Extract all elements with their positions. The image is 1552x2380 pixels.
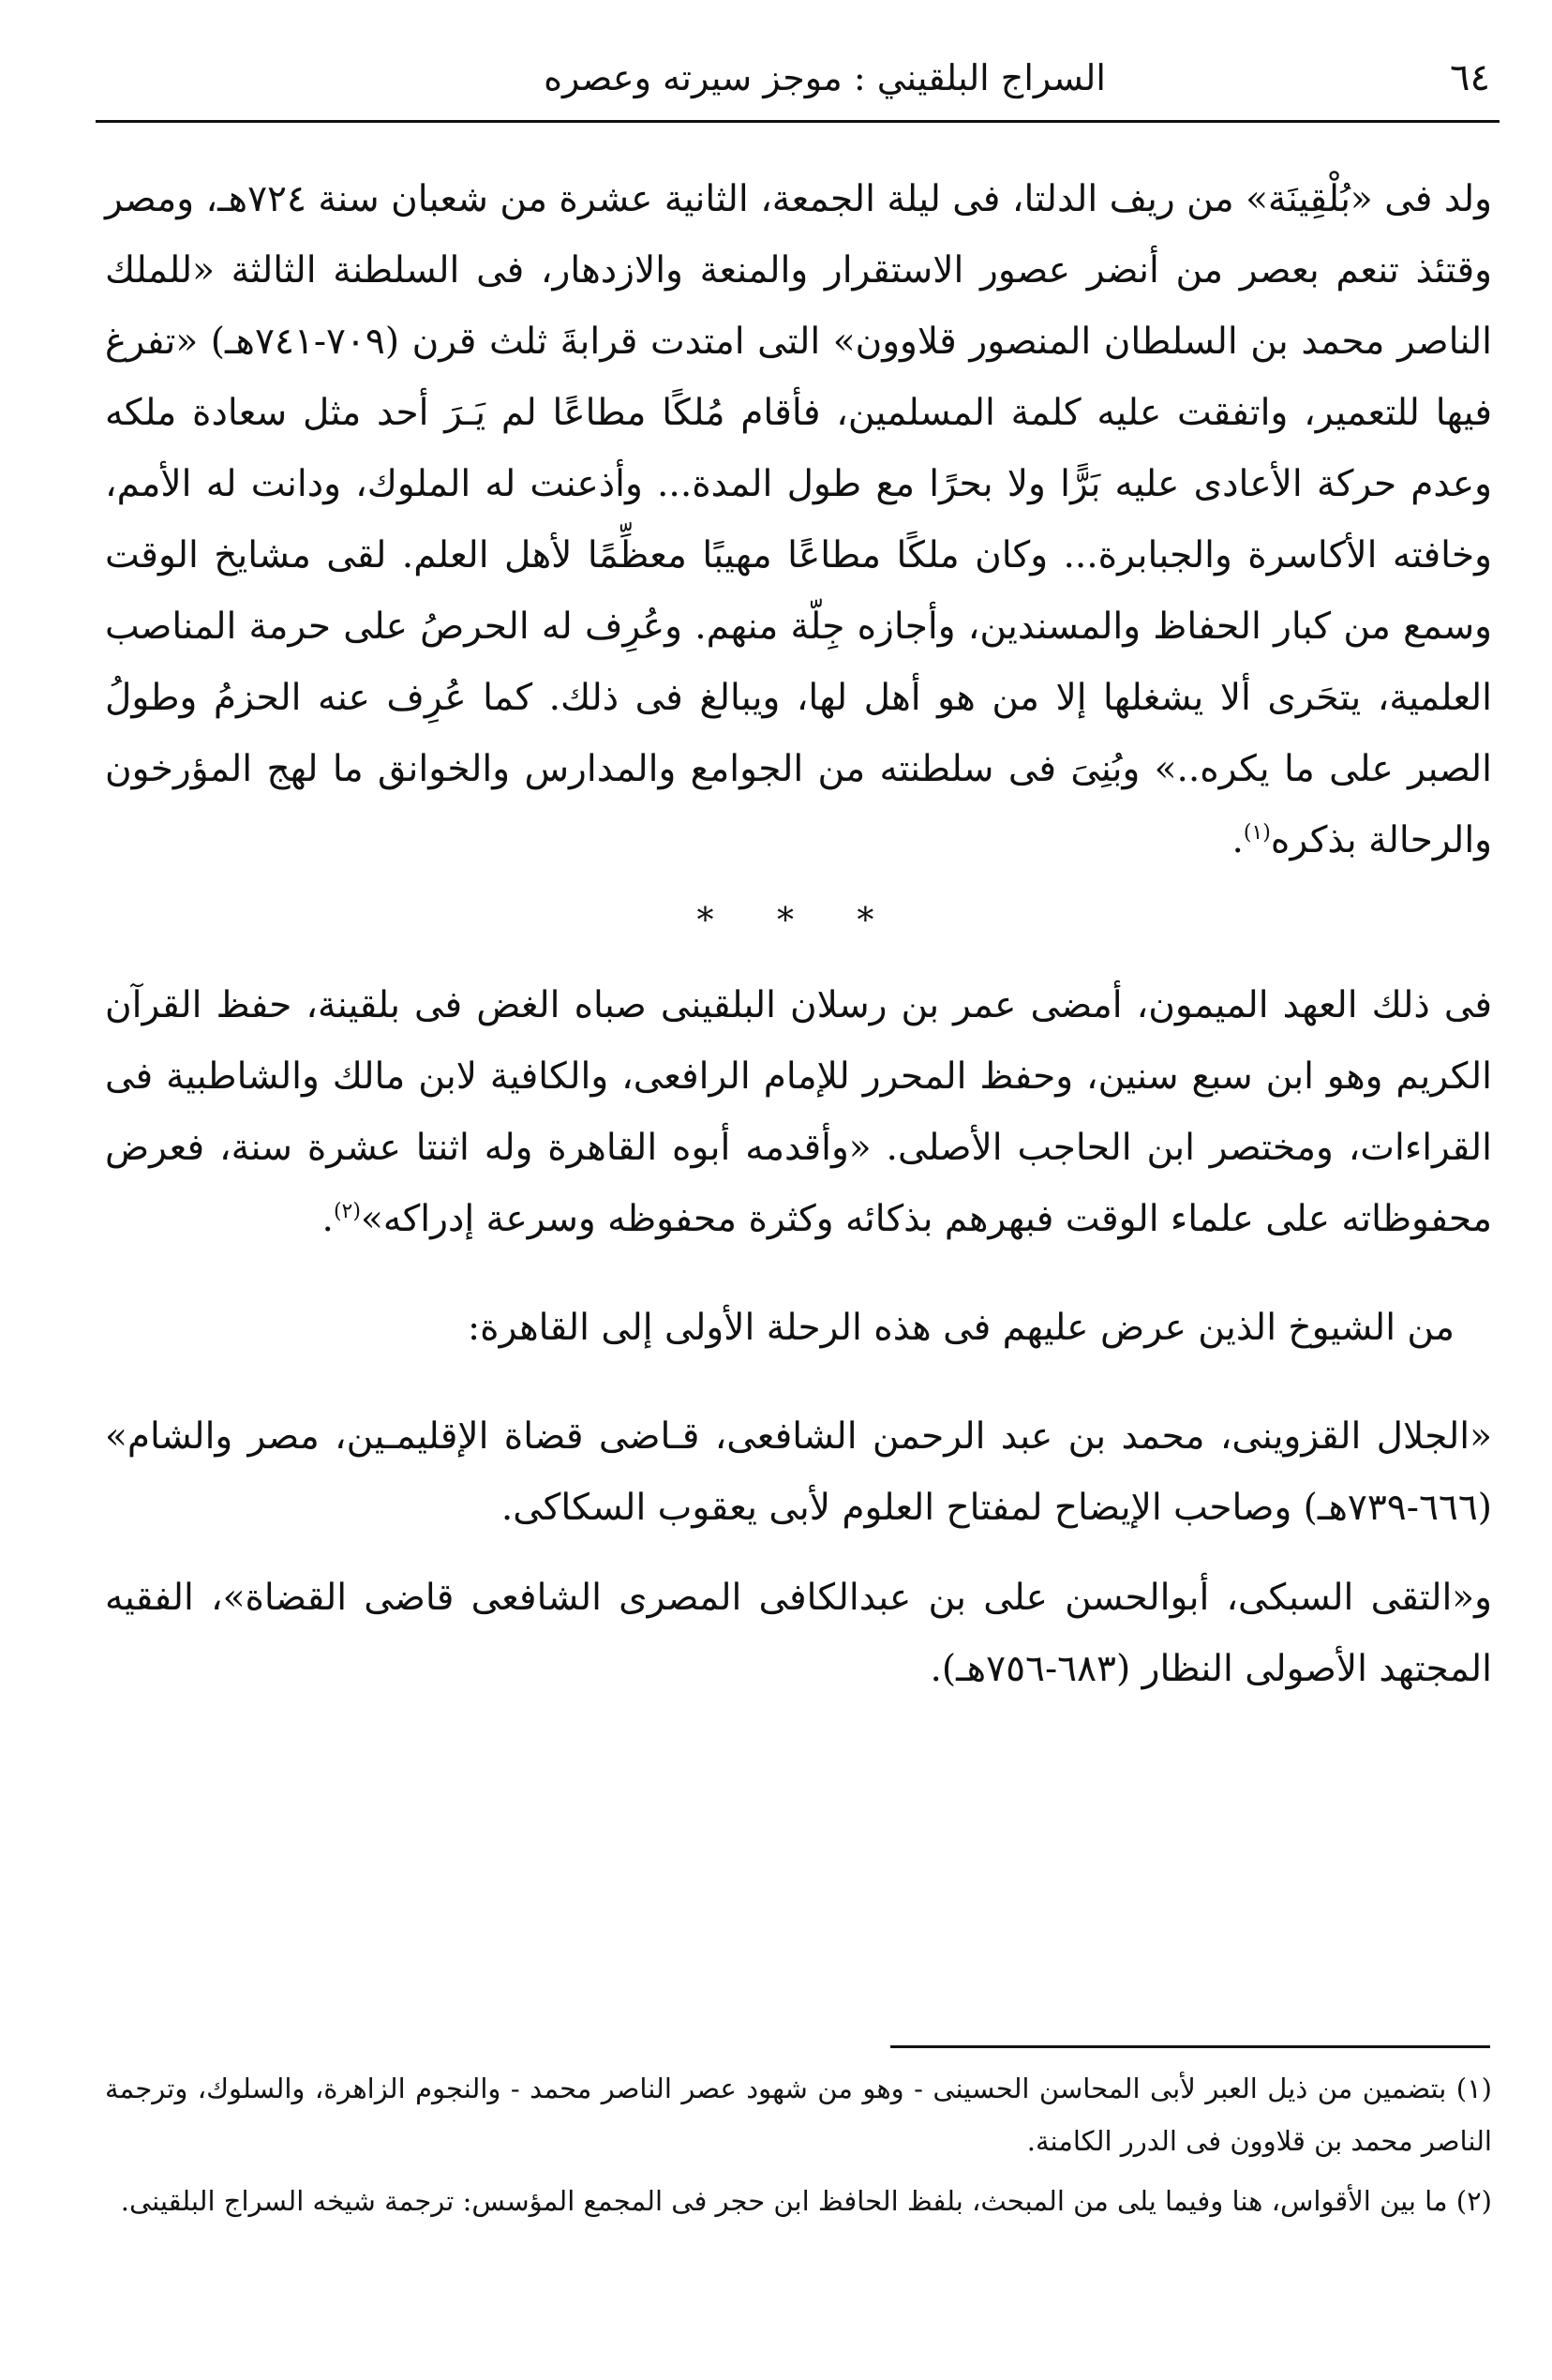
paragraph-teachers-intro: من الشيوخ الذين عرض عليهم فى هذه الرحلة الأولى إلى القاهرة:: [468, 1307, 1455, 1349]
paragraph-teacher-qazwini: «الجلال القزوينى، محمد بن عبد الرحمن الشافعى، قـاضى قضاة الإقليمـين، مصر والشام» (٦٦٦-٧٣٩هـ) وصاحب الإيضاح لمفتاح العلوم لأبى يعقوب السكاكى.: [105, 1415, 1492, 1529]
main-text: [105, 164, 1492, 1705]
running-header: [94, 54, 1500, 120]
footnote-1: (١) بتضمين من ذيل العبر لأبى المحاسن الحسينى - وهو من شهود عصر الناصر محمد - والنجوم الزاهرة، والسلوك، وترجمة الناصر محمد بن قلاوون فى الدرر الكامنة.: [105, 2073, 1492, 2157]
running-title: السراج البلقيني : موجز سيرته وعصره: [544, 57, 1106, 98]
header-rule: [96, 120, 1500, 123]
paragraph-end: .: [1231, 819, 1244, 861]
paragraph-end: .: [321, 1198, 334, 1240]
footnote-2: (٢) ما بين الأقواس، هنا وفيما يلى من المبحث، بلفظ الحافظ ابن حجر فى المجمع المؤسس: ترجمة شيخه السراج البلقينى.: [120, 2185, 1492, 2217]
paragraph-text: ولد فى «بُلْقِينَة» من ريف الدلتا، فى ليلة الجمعة، الثانية عشرة من شعبان سنة ٧٢٤هـ، ومصر وقتئذ تنعم بعصر من أنضر عصور الاستقرار والمنعة والازدهار، فى السلطنة الثالثة «للملك الناصر محمد بن السلطان المنصور قلاوون» التى امتدت قرابةَ ثلث قرن (٧٠٩-٧٤١هـ) «تفرغ فيها للتعمير، واتفقت عليه كلمة المسلمين، فأقام مُلكًا مطاعًا لم يَـرَ أحد مثل سعادة ملكه وعدم حركة الأعادى عليه بَرًّا ولا بحرًا مع طول المدة... وأذعنت له الملوك، ودانت له الأمم، وخافته الأكاسرة والجبابرة... وكان ملكًا مطاعًا مهيبًا معظِّمًا لأهل العلم. لقى مشايخ الوقت وسمع من كبار الحفاظ والمسندين، وأجازه جِلّة منهم. وعُرِف له الحرصُ على حرمة المناصب العلمية، يتحَرى ألا يشغلها إلا من هو أهل لها، ويبالغ فى ذلك. كما عُرِف عنه الحزمُ وطولُ الصبر على ما يكره..» وبُنِىَ فى سلطنته من الجوامع والمدارس والخوانق ما لهج المؤرخون والرحالة بذكره: [105, 178, 1493, 861]
footnote-ref-1: (١): [1243, 821, 1271, 845]
section-separator: * * *: [696, 902, 901, 940]
footnotes: [105, 2062, 1492, 2235]
paragraph-teacher-subki: و«التقى السبكى، أبوالحسن على بن عبدالكافى المصرى الشافعى قاضى القضاة»، الفقيه المجتهد الأصولى النظار (٦٨٣-٧٥٦هـ).: [105, 1577, 1492, 1690]
page-number: ٦٤: [1450, 56, 1490, 99]
paragraph-birth: [105, 164, 1492, 876]
paragraph-text: فى ذلك العهد الميمون، أمضى عمر بن رسلان البلقينى صباه الغض فى بلقينة، حفظ القرآن الكريم وهو ابن سبع سنين، وحفظ المحرر للإمام الرافعى، والكافية لابن مالك والشاطبية فى القراءات، ومختصر ابن الحاجب الأصلى. «وأقدمه أبوه القاهرة وله اثنتا عشرة سنة، فعرض محفوظاته على علماء الوقت فبهرهم بذكائه وكثرة محفوظه وسرعة إدراكه»: [105, 984, 1492, 1240]
footnote-ref-2: (٢): [333, 1200, 361, 1223]
footnote-rule: [890, 2045, 1490, 2048]
paragraph-youth: [105, 970, 1492, 1255]
